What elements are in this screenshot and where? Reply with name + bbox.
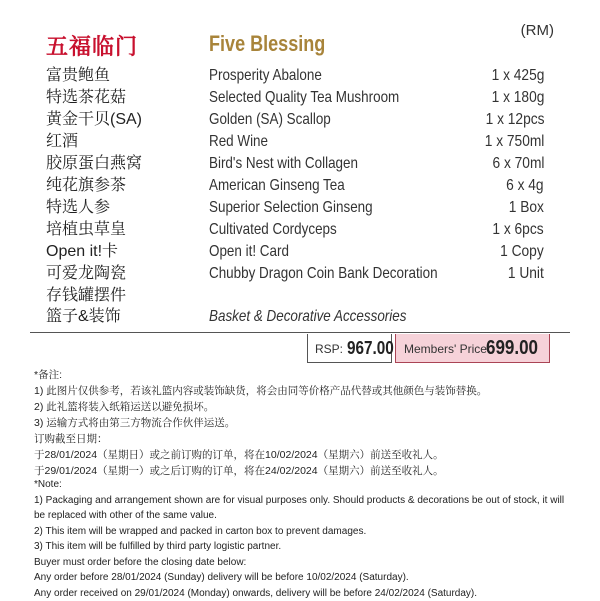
item-name-zh: 培植虫草皇 bbox=[46, 219, 126, 241]
item-quantity: 1 x 6pcs bbox=[493, 219, 544, 241]
item-quantity: 1 x 12pcs bbox=[485, 109, 544, 131]
note-line: Any order before 28/01/2024 (Sunday) delivery will be before 10/02/2024 (Saturday). bbox=[34, 570, 574, 586]
rsp-price-box bbox=[307, 334, 392, 363]
item-quantity: 1 x 425g bbox=[491, 65, 544, 87]
item-name-en: Cultivated Cordyceps bbox=[209, 219, 337, 241]
members-price-label: Members' Price: bbox=[404, 342, 490, 356]
note-line: 3) 运输方式将由第三方物流合作伙伴运送。 bbox=[34, 415, 574, 431]
item-name-zh: 红酒 bbox=[46, 131, 78, 153]
basket-name-zh: 篮子&装饰 bbox=[46, 306, 121, 328]
item-name-zh-line2: 存钱罐摆件 bbox=[46, 287, 126, 304]
members-price-box bbox=[395, 334, 550, 363]
divider bbox=[30, 332, 570, 333]
item-quantity: 1 Copy bbox=[500, 241, 544, 263]
members-price-value: 699.00 bbox=[486, 337, 538, 360]
list-item bbox=[0, 241, 600, 263]
basket-row bbox=[0, 306, 600, 328]
list-item bbox=[0, 131, 600, 153]
item-quantity: 6 x 4g bbox=[507, 175, 544, 197]
list-item bbox=[0, 153, 600, 175]
item-name-zh bbox=[46, 263, 126, 307]
rsp-label: RSP: bbox=[315, 342, 343, 356]
note-line: 于28/01/2024（星期日）或之前订购的订单，将在10/02/2024（星期六）前送至收礼人。 bbox=[34, 447, 574, 463]
list-item bbox=[0, 197, 600, 219]
item-name-zh: 特选茶花菇 bbox=[46, 87, 126, 109]
item-name-zh: 黄金干贝(SA) bbox=[46, 109, 142, 131]
item-name-zh: Open it!卡 bbox=[46, 241, 118, 263]
item-quantity: 1 x 180g bbox=[491, 87, 544, 109]
item-name-en: Open it! Card bbox=[209, 241, 289, 263]
list-item bbox=[0, 219, 600, 241]
list-item bbox=[0, 263, 600, 307]
rsp-value: 967.00 bbox=[347, 338, 394, 359]
note-line: 3) This item will be fulfilled by third party logistic partner. bbox=[34, 539, 574, 555]
item-name-en: Red Wine bbox=[209, 131, 268, 153]
item-name-en: American Ginseng Tea bbox=[209, 175, 345, 197]
item-name-zh: 富贵鲍鱼 bbox=[46, 65, 110, 87]
notes-chinese bbox=[34, 367, 574, 479]
note-line: 1) 此图片仅供参考，若该礼篮内容或装饰缺货，将会由同等价格产品代替或其他颜色与装饰替换。 bbox=[34, 383, 574, 399]
item-name-en: Bird's Nest with Collagen bbox=[209, 153, 358, 175]
item-name-zh: 胶原蛋白燕窝 bbox=[46, 153, 142, 175]
note-line: 订购截至日期： bbox=[34, 431, 574, 447]
item-list bbox=[0, 65, 600, 307]
note-line: Buyer must order before the closing date below: bbox=[34, 555, 574, 571]
item-quantity: 1 Box bbox=[509, 197, 544, 219]
title-chinese: 五福临门 bbox=[46, 30, 138, 61]
note-line: 2) This item will be wrapped and packed in carton box to prevent damages. bbox=[34, 524, 574, 540]
item-name-en: Chubby Dragon Coin Bank Decoration bbox=[209, 263, 438, 285]
note-line: *备注: bbox=[34, 367, 574, 383]
item-name-zh-line1: 可爱龙陶瓷 bbox=[46, 265, 126, 282]
item-name-en: Prosperity Abalone bbox=[209, 65, 322, 87]
item-name-en: Superior Selection Ginseng bbox=[209, 197, 373, 219]
item-name-en: Selected Quality Tea Mushroom bbox=[209, 87, 399, 109]
note-line: 于29/01/2024（星期一）或之后订购的订单，将在24/02/2024（星期六）前送至收礼人。 bbox=[34, 463, 574, 479]
item-name-zh: 纯花旗参茶 bbox=[46, 175, 126, 197]
item-name-en: Golden (SA) Scallop bbox=[209, 109, 331, 131]
item-quantity: 1 Unit bbox=[508, 263, 544, 285]
basket-name-en: Basket & Decorative Accessories bbox=[209, 306, 406, 328]
note-line: 2) 此礼篮将装入纸箱运送以避免损坏。 bbox=[34, 399, 574, 415]
item-name-zh: 特选人参 bbox=[46, 197, 110, 219]
notes-english bbox=[34, 477, 574, 601]
list-item bbox=[0, 87, 600, 109]
note-line: 1) Packaging and arrangement shown are for visual purposes only. Should products & decorations be out of stock, it will be replaced with other of the same value. bbox=[34, 493, 574, 524]
list-item bbox=[0, 109, 600, 131]
note-line: Any order received on 29/01/2024 (Monday) onwards, delivery will be before 24/02/2024 (Saturday). bbox=[34, 586, 574, 601]
list-item bbox=[0, 175, 600, 197]
list-item bbox=[0, 65, 600, 87]
title-english: Five Blessing bbox=[209, 31, 325, 57]
currency-label: (RM) bbox=[521, 22, 554, 39]
item-quantity: 1 x 750ml bbox=[484, 131, 544, 153]
item-quantity: 6 x 70ml bbox=[492, 153, 544, 175]
note-line: *Note: bbox=[34, 477, 574, 493]
